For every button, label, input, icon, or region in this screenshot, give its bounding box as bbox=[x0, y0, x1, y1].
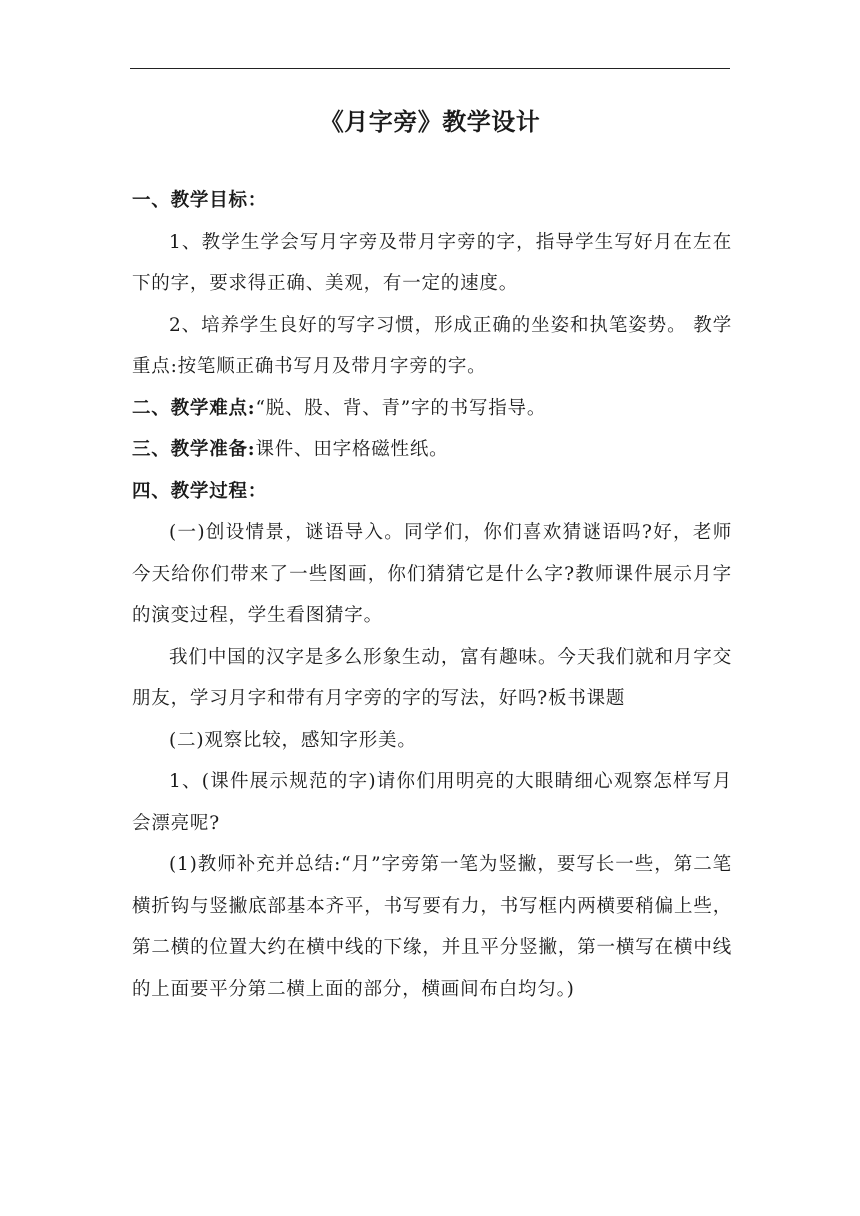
prep-paragraph bbox=[132, 429, 732, 471]
difficulty-heading: 二、教学难点: bbox=[132, 397, 256, 419]
prep-heading: 三、教学准备: bbox=[132, 439, 256, 460]
objectives-heading: 一、教学目标： bbox=[132, 190, 268, 211]
process-paragraph-5: (1)教师补充并总结:“月”字旁第一笔为竖撇，要写长一些，第二笔横折钩与竖撇底部基本齐平，书写要有力，书写框内两横要稍偏上些，第二横的位置大约在横中线的下缘，并且平分竖撇，第一横写在横中线的上面要平分第二横上面的部分，横画间布白均匀。) bbox=[132, 854, 732, 1000]
document-body bbox=[132, 180, 732, 1010]
document-title: 《月字旁》教学设计 bbox=[319, 107, 541, 136]
difficulty-paragraph bbox=[132, 388, 732, 430]
process-paragraph-2: 我们中国的汉字是多么形象生动，富有趣味。今天我们就和月字交朋友，学习月字和带有月字旁的字的写法，好吗?板书课题 bbox=[132, 646, 732, 709]
objective-1: 1、教学生学会写月字旁及带月字旁的字，指导学生写好月在左在下的字，要求得正确、美观，有一定的速度。 bbox=[132, 231, 732, 294]
prep-text: 课件、田字格磁性纸。 bbox=[255, 439, 449, 460]
objective-2: 2、培养学生良好的写字习惯，形成正确的坐姿和执笔姿势。 教学重点:按笔顺正确书写月及带月字旁的字。 bbox=[132, 314, 732, 377]
process-paragraph-1: (一)创设情景，谜语导入。同学们，你们喜欢猜谜语吗?好，老师今天给你们带来了一些图画，你们猜猜它是什么字?教师课件展示月字的演变过程，学生看图猜字。 bbox=[132, 522, 732, 626]
process-paragraph-4: 1、(课件展示规范的字)请你们用明亮的大眼睛细心观察怎样写月会漂亮呢? bbox=[132, 771, 732, 834]
difficulty-text: “脱、股、背、青”字的书写指导。 bbox=[255, 397, 547, 419]
header-rule bbox=[130, 68, 730, 69]
process-paragraph-3: (二)观察比较，感知字形美。 bbox=[169, 729, 417, 751]
process-heading: 四、教学过程： bbox=[132, 480, 268, 502]
